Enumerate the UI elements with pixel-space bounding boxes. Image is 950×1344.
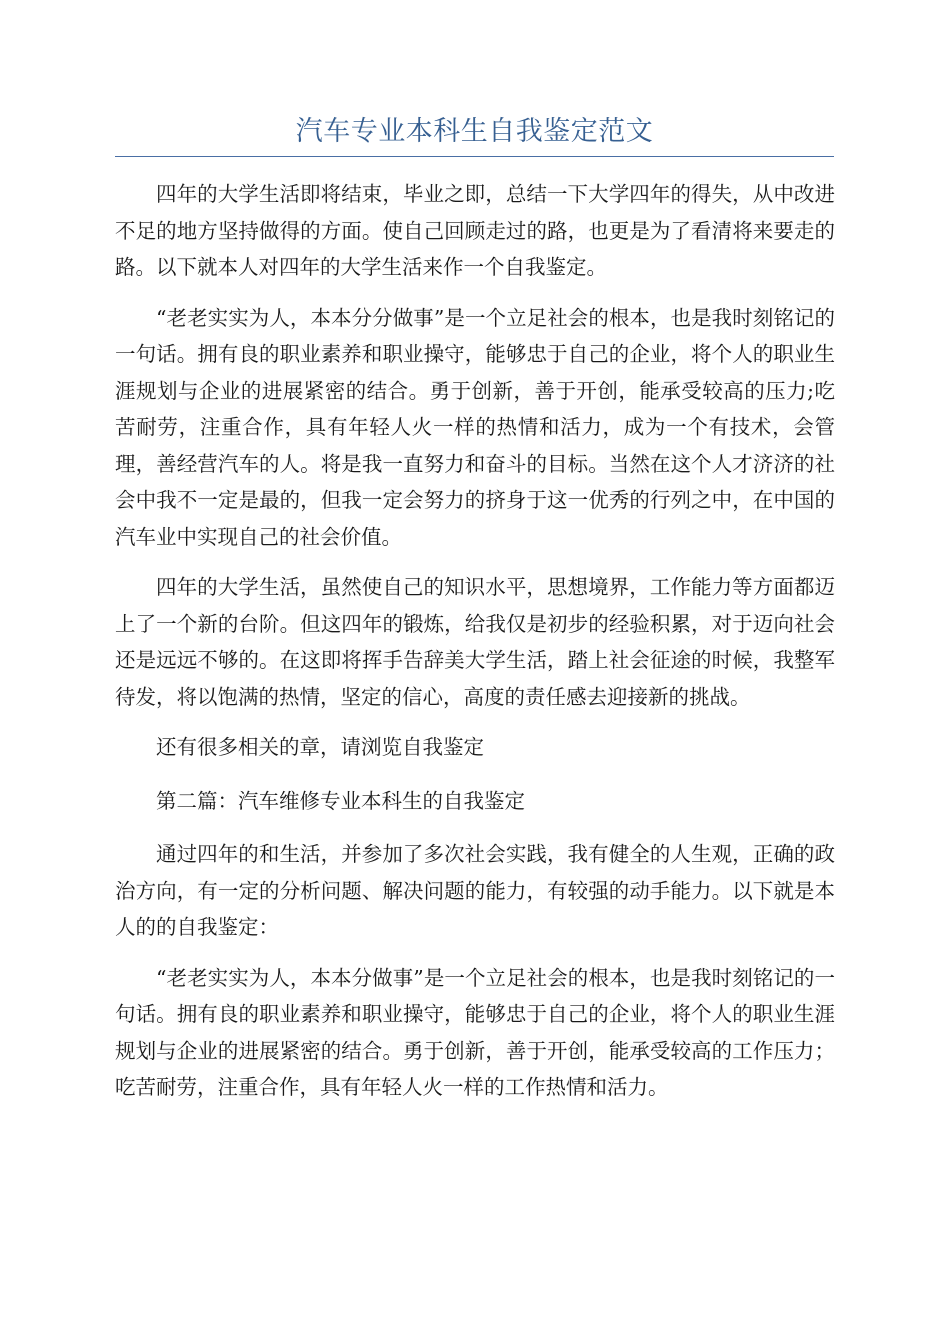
paragraph-intro: 四年的大学生活即将结束，毕业之即，总结一下大学四年的得失，从中改进不足的地方坚持做得的方面。使自己回顾走过的路，也更是为了看清将来要走的路。以下就本人对四年的大学生活来作一个自我鉴定。 <box>115 182 835 279</box>
paragraph-second-motto: “老老实实为人，本本分做事”是一个立足社会的根本，也是我时刻铭记的一句话。拥有良的职业素养和职业操守，能够忠于自己的企业，将个人的职业生涯规划与企业的进展紧密的结合。勇于创新，善于开创，能承受较高的工作压力；吃苦耐劳，注重合作，具有年轻人火一样的工作热情和活力。 <box>115 965 835 1099</box>
document-body <box>115 176 835 1120</box>
paragraph-related-articles: 还有很多相关的章，请浏览自我鉴定 <box>156 735 484 759</box>
paragraph-university-life: 四年的大学生活，虽然使自己的知识水平，思想境界，工作能力等方面都迈上了一个新的台阶。但这四年的锻炼，给我仅是初步的经验积累，对于迈向社会还是远远不够的。在这即将挥手告辞美大学生活，踏上社会征途的时候，我整军待发，将以饱满的热情，坚定的信心，高度的责任感去迎接新的挑战。 <box>115 575 835 709</box>
paragraph-motto: “老老实实为人，本本分分做事”是一个立足社会的根本，也是我时刻铭记的一句话。拥有良的职业素养和职业操守，能够忠于自己的企业，将个人的职业生涯规划与企业的进展紧密的结合。勇于创新，善于开创，能承受较高的压力;吃苦耐劳，注重合作，具有年轻人火一样的热情和活力，成为一个有技术，会管理，善经营汽车的人。将是我一直努力和奋斗的目标。当然在这个人才济济的社会中我不一定是最的，但我一定会努力的挤身于这一优秀的行列之中，在中国的汽车业中实现自己的社会价值。 <box>115 305 835 549</box>
title-block <box>115 112 834 157</box>
paragraph-second-article-heading: 第二篇：汽车维修专业本科生的自我鉴定 <box>156 788 525 813</box>
document-title: 汽车专业本科生自我鉴定范文 <box>295 116 654 147</box>
paragraph-second-intro: 通过四年的和生活，并参加了多次社会实践，我有健全的人生观，正确的政治方向，有一定的分析问题、解决问题的能力，有较强的动手能力。以下就是本人的的自我鉴定： <box>115 842 835 939</box>
